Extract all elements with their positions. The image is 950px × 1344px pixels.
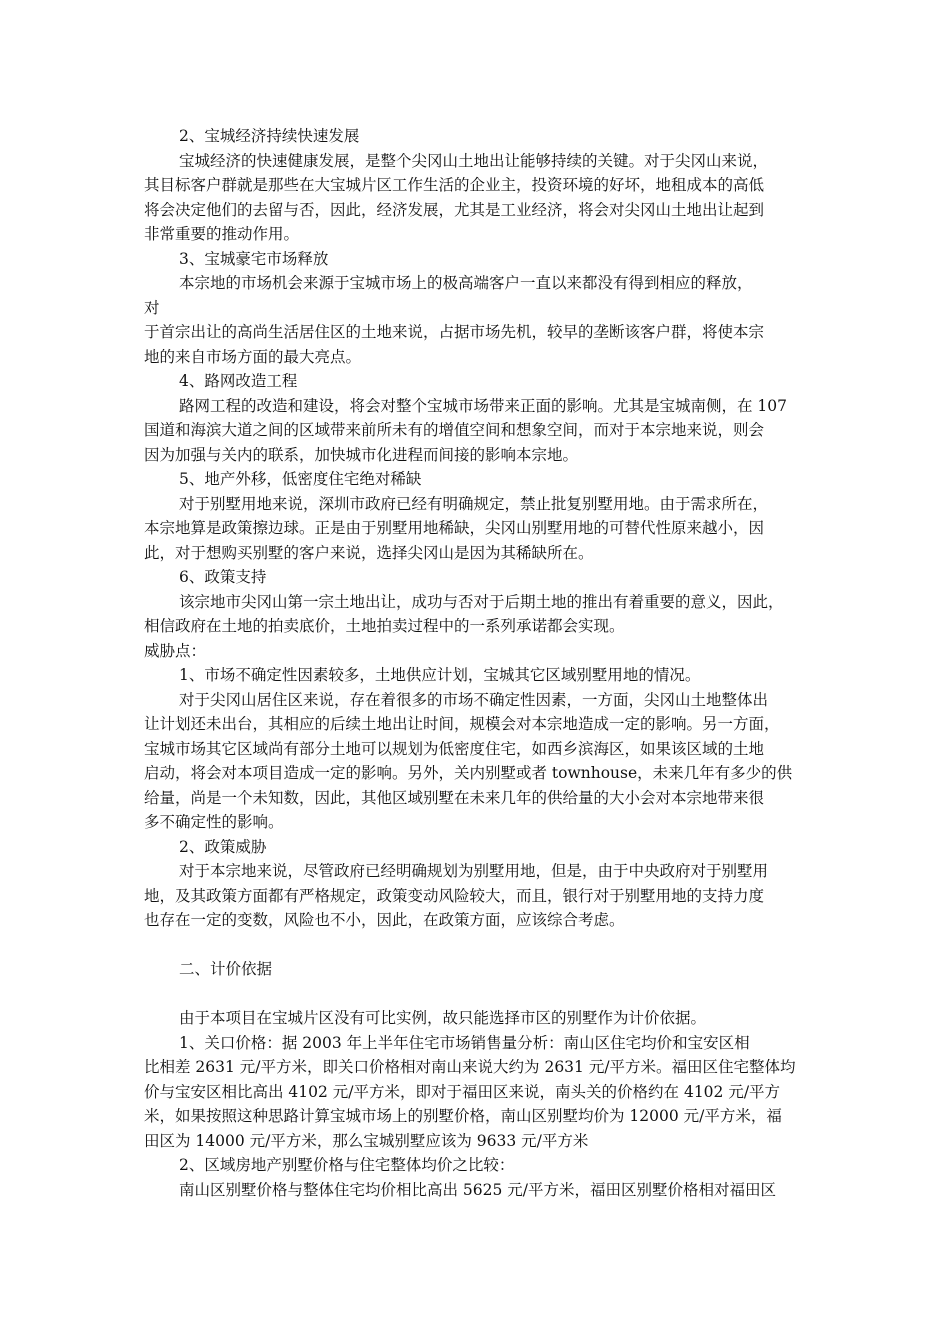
paragraph-gap (144, 933, 810, 958)
text-line: 5、地产外移，低密度住宅绝对稀缺 (179, 470, 422, 488)
text-line: 将会决定他们的去留与否，因此，经济发展，尤其是工业经济，将会对尖冈山土地出让起到 (144, 200, 765, 219)
text-line: 非常重要的推动作用。 (144, 225, 300, 243)
text-line: 对于别墅用地来说，深圳市政府已经有明确规定，禁止批复别墅用地。由于需求所在， (179, 494, 769, 513)
text-line: 南山区别墅价格与整体住宅均价相比高出 5625 元/平方米，福田区别墅价格相对福田区 (179, 1180, 777, 1199)
text-line: 1、市场不确定性因素较多，土地供应计划，宝城其它区域别墅用地的情况。 (179, 666, 701, 684)
document-body (144, 124, 810, 1202)
text-line: 该宗地市尖冈山第一宗土地出让，成功与否对于后期土地的推出有着重要的意义，因此， (179, 592, 784, 611)
text-line: 田区为 14000 元/平方米，那么宝城别墅应该为 9633 元/平方米 (144, 1131, 589, 1150)
text-line: 启动，将会对本项目造成一定的影响。另外，关内别墅或者 townhouse，未来几年有多少的供 (144, 764, 793, 782)
text-line: 也存在一定的变数，风险也不小，因此，在政策方面，应该综合考虑。 (144, 911, 625, 929)
text-line: 此，对于想购买别墅的客户来说，选择尖冈山是因为其稀缺所在。 (144, 543, 594, 562)
text-line: 二、计价依据 (179, 960, 273, 978)
text-line: 本宗地的市场机会来源于宝城市场上的极高端客户一直以来都没有得到相应的释放， (179, 274, 753, 292)
text-line: 4、路网改造工程 (179, 372, 298, 390)
text-line: 国道和海滨大道之间的区域带来前所未有的增值空间和想象空间，而对于本宗地来说，则会 (144, 421, 765, 439)
text-line: 3、宝城豪宅市场释放 (179, 249, 329, 268)
text-line: 给量，尚是一个未知数，因此，其他区域别墅在未来几年的供给量的大小会对本宗地带来很 (144, 788, 765, 807)
text-line: 对于本宗地来说，尽管政府已经明确规划为别墅用地，但是，由于中央政府对于别墅用 (179, 862, 769, 880)
text-line: 于首宗出让的高尚生活居住区的土地来说，占据市场先机，较早的垄断该客户群，将使本宗 (144, 323, 765, 341)
text-line: 比相差 2631 元/平方米，即关口价格相对南山来说大约为 2631 元/平方米。福田区住宅整体均 (144, 1058, 796, 1076)
text-line: 1、关口价格：据 2003 年上半年住宅市场销售量分析：南山区住宅均价和宝安区相 (179, 1033, 750, 1052)
text-line: 相信政府在土地的拍卖底价，土地拍卖过程中的一系列承诺都会实现。 (144, 617, 625, 635)
text-line: 价与宝安区相比高出 4102 元/平方米，即对于福田区来说，南头关的价格约在 4102 元/平方 (144, 1082, 781, 1101)
text-line: 多不确定性的影响。 (144, 813, 284, 831)
text-line: 宝城经济的快速健康发展，是整个尖冈山土地出让能够持续的关键。对于尖冈山来说， (179, 151, 769, 170)
text-line: 其目标客户群就是那些在大宝城片区工作生活的企业主，投资环境的好坏，地租成本的高低 (144, 176, 765, 194)
text-line: 米，如果按照这种思路计算宝城市场上的别墅价格，南山区别墅均价为 12000 元/平方米，福 (144, 1107, 782, 1125)
text-line: 本宗地算是政策擦边球。正是由于别墅用地稀缺，尖冈山别墅用地的可替代性原来越小，因 (144, 519, 765, 537)
text-line: 6、政策支持 (179, 568, 267, 586)
text-line: 让计划还未出台，其相应的后续土地出让时间，规模会对本宗地造成一定的影响。另一方面， (144, 715, 780, 733)
text-line: 对 (144, 298, 160, 317)
text-line: 宝城市场其它区域尚有部分土地可以规划为低密度住宅，如西乡滨海区，如果该区域的土地 (144, 739, 765, 758)
text-line: 因为加强与关内的联系，加快城市化进程而间接的影响本宗地。 (144, 445, 579, 464)
text-line: 2、宝城经济持续快速发展 (179, 127, 360, 145)
text-line: 地，及其政策方面都有严格规定，政策变动风险较大，而且，银行对于别墅用地的支持力度 (144, 886, 765, 905)
text-line: 地的来自市场方面的最大亮点。 (144, 347, 362, 366)
text-line: 路网工程的改造和建设，将会对整个宝城市场带来正面的影响。尤其是宝城南侧，在 107 (179, 396, 788, 415)
text-line: 2、政策威胁 (179, 837, 267, 856)
text-line: 对于尖冈山居住区来说，存在着很多的市场不确定性因素，一方面，尖冈山土地整体出 (179, 690, 769, 709)
paragraph-gap (144, 982, 810, 1007)
text-line: 2、区域房地产别墅价格与住宅整体均价之比较： (179, 1156, 515, 1174)
text-line: 威胁点： (144, 641, 207, 660)
text-line: 由于本项目在宝城片区没有可比实例，故只能选择市区的别墅作为计价依据。 (179, 1009, 707, 1027)
